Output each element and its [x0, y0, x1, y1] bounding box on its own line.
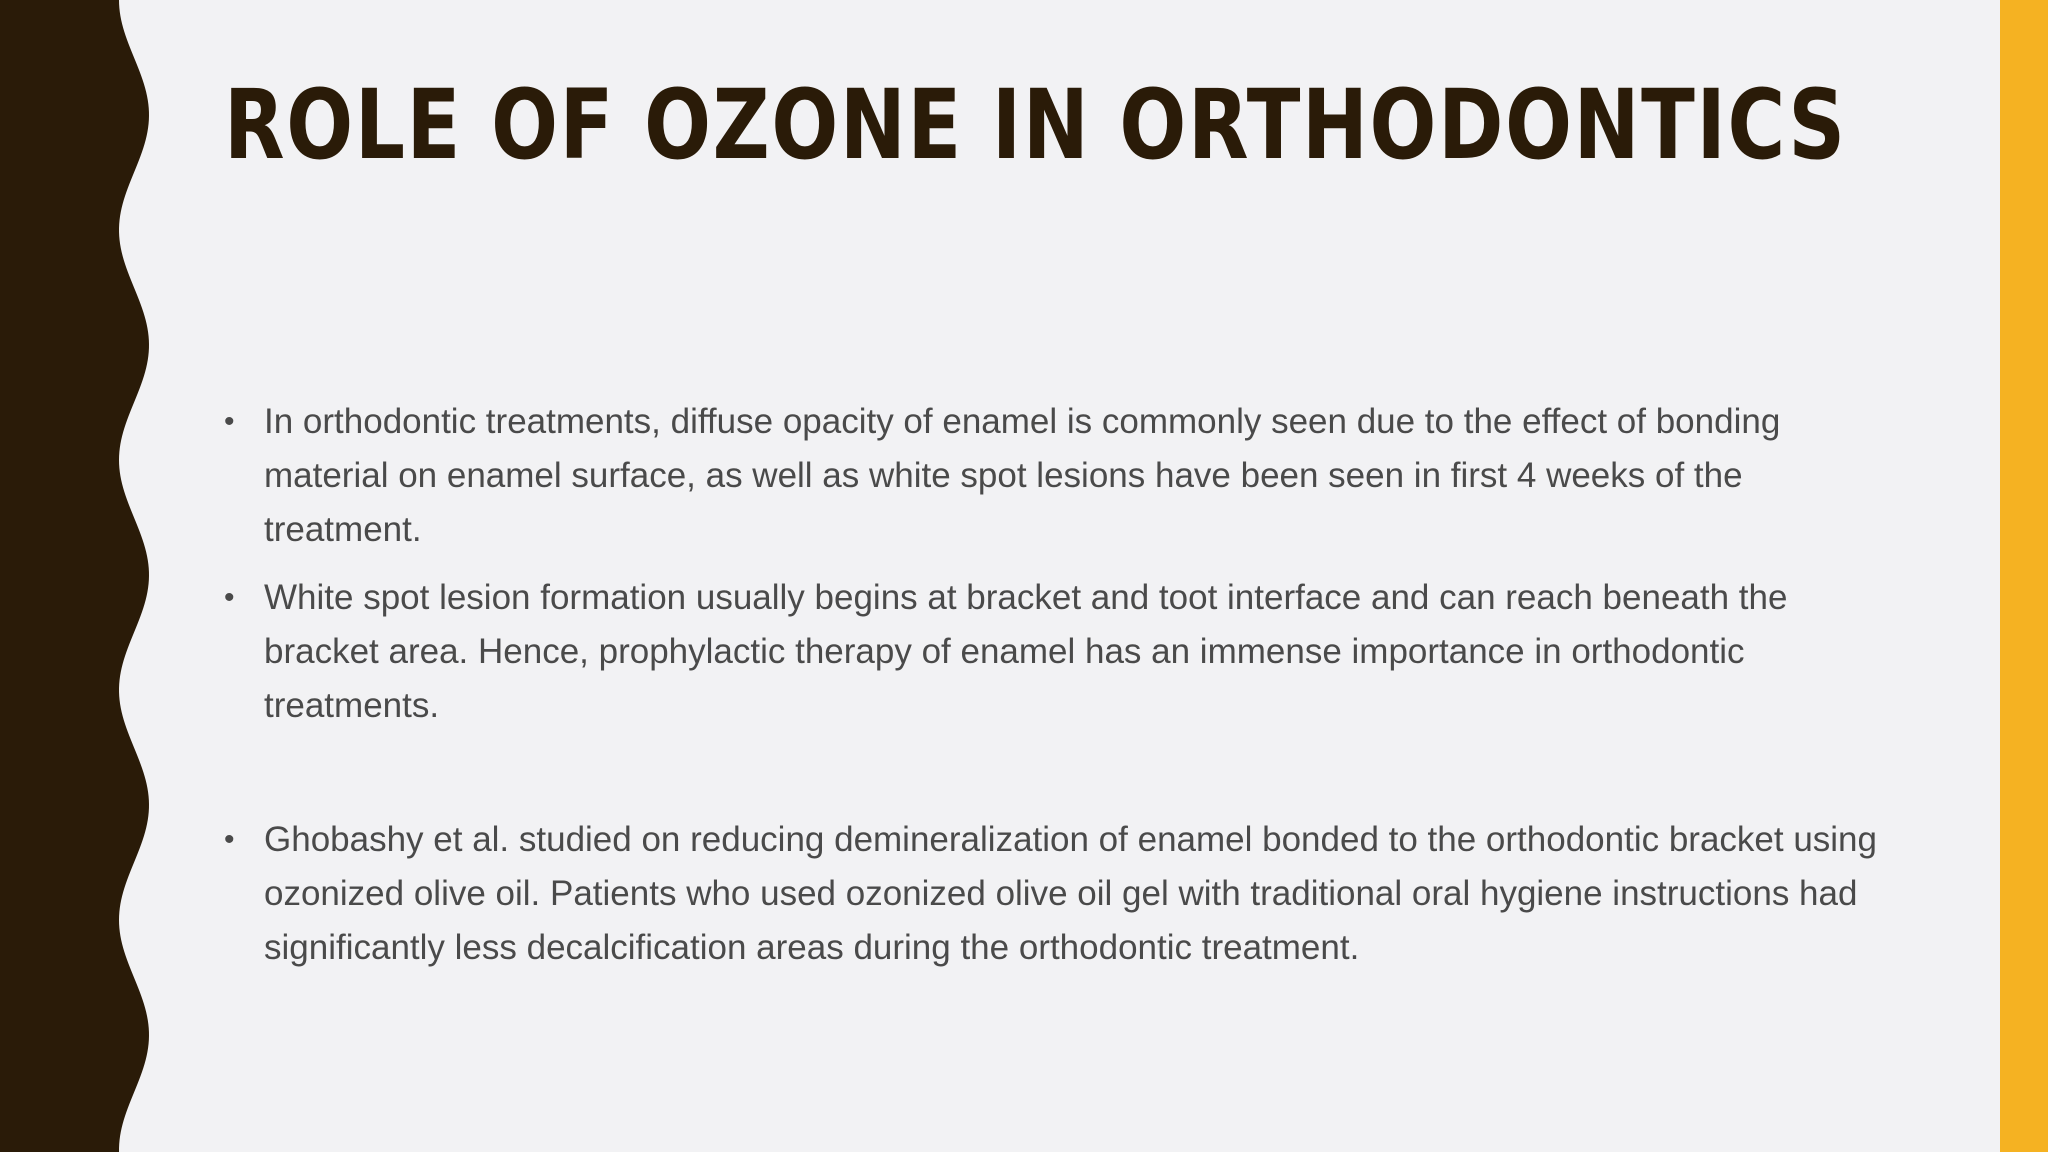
bullet-dot-icon: •: [224, 405, 235, 438]
slide-title: ROLE OF OZONE IN ORTHODONTICS: [224, 69, 1847, 181]
bullet-item-3: [224, 813, 1894, 975]
accent-bar-right: [2000, 0, 2048, 1152]
bullet-dot-icon: •: [224, 581, 235, 614]
bullet-dot-icon: •: [224, 823, 235, 856]
bullet-item-1: [224, 395, 1894, 557]
bullet-text-3: Ghobashy et al. studied on reducing demineralization of enamel bonded to the orthodontic bracket using ozonized olive oil. Patients who used ozonized olive oil gel with traditional oral hygiene instructions had significantly less decalcification areas during the orthodontic treatment.: [264, 820, 1877, 967]
bullet-text-2: White spot lesion formation usually begins at bracket and toot interface and can reach beneath the bracket area. Hence, prophylactic therapy of enamel has an immense importance in orthodontic treatments.: [264, 578, 1788, 725]
wavy-left-border: [0, 0, 160, 1152]
bullet-list: [224, 395, 1894, 975]
bullet-item-2: [224, 571, 1894, 733]
bullet-text-1: In orthodontic treatments, diffuse opacity of enamel is commonly seen due to the effect of bonding material on enamel surface, as well as white spot lesions have been seen in first 4 weeks of the treatment.: [264, 402, 1781, 549]
wavy-left-border-shape: [0, 0, 149, 1152]
